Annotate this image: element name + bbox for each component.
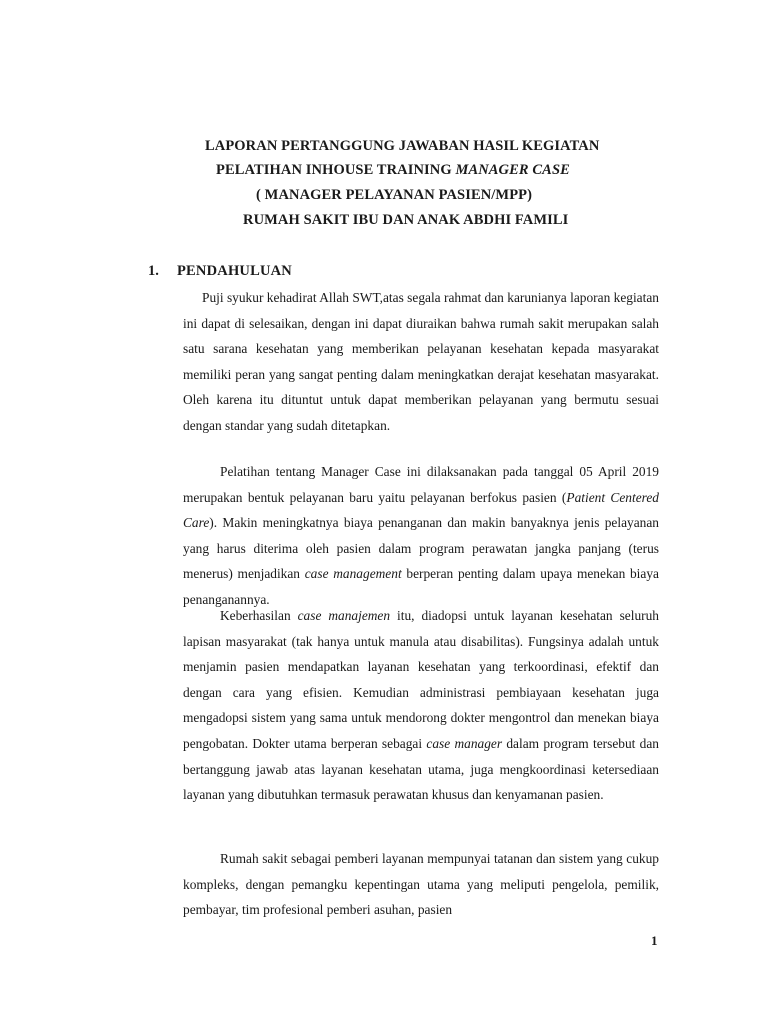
report-title-line-1: LAPORAN PERTANGGUNG JAWABAN HASIL KEGIATAN	[205, 138, 600, 154]
paragraph-2-part-c: ). Makin meningkatnya biaya penanganan dan makin banyaknya jenis pelayanan yang harus diterima oleh pasien dalam program perawatan jangka panjang (terus menerus) menjadikan	[183, 515, 659, 582]
paragraph-3-part-e: dalam program tersebut dan bertanggung jawab atas layanan kesehatan utama, juga mengkoordinasi ketersediaan layanan yang dibutuhkan termasuk perawatan khusus dan kenyamanan pasien.	[183, 735, 659, 803]
paragraph-3	[183, 603, 659, 808]
paragraph-2-italic-patient-centered-care: Patient Centered Care	[183, 489, 660, 531]
paragraph-3-part-c: itu, diadopsi untuk layanan kesehatan seluruh lapisan masyarakat (tak hanya untuk manula atau disabilitas). Fungsinya adalah untuk menjamin pasien mendapatkan layanan kesehatan yang terkoordinasi, efektif dan dengan cara yang efisien. Kemudian administrasi pembiayaan kesehatan juga mengadopsi sistem yang sama untuk mendorong dokter mengontrol dan menekan biaya pengobatan. Dokter utama berperan sebagai	[183, 608, 659, 751]
report-title-line-3: ( MANAGER PELAYANAN PASIEN/MPP)	[256, 187, 533, 203]
title-line-2-italic: MANAGER CASE	[455, 162, 570, 178]
section-heading: PENDAHULUAN	[177, 263, 292, 279]
paragraph-1: Puji syukur kehadirat Allah SWT,atas segala rahmat dan karunianya laporan kegiatan ini dapat di selesaikan, dengan ini dapat diuraikan bahwa rumah sakit merupakan salah satu sarana kesehatan yang memberikan pelayanan kesehatan kepada masyarakat memiliki peran yang sangat penting dalam meningkatkan derajat kesehatan masyarakat. Oleh karena itu dituntut untuk dapat memberikan pelayanan yang bermutu sesuai dengan standar yang sudah ditetapkan.	[183, 290, 659, 433]
report-title-line-4: RUMAH SAKIT IBU DAN ANAK ABDHI FAMILI	[243, 212, 569, 228]
page-number: 1	[651, 933, 658, 948]
paragraph-3-italic-case-manajemen: case manajemen	[297, 608, 391, 623]
paragraph-2-italic-case-management: case management	[304, 566, 402, 582]
report-title-line-2	[216, 162, 570, 179]
paragraph-3-italic-case-manager: case manager	[426, 735, 503, 751]
title-line-2-plain: PELATIHAN INHOUSE TRAINING	[216, 162, 456, 178]
paragraph-3-part-a: Keberhasilan	[220, 608, 298, 623]
paragraph-4: Rumah sakit sebagai pemberi layanan mempunyai tatanan dan sistem yang cukup kompleks, dengan pemangku kepentingan utama yang meliputi pengelola, pemilik, pembayar, tim profesional pemberi asuhan, pasien	[183, 851, 659, 918]
paragraph-2-part-a: Pelatihan tentang Manager Case ini dilaksanakan pada tanggal 05 April 2019 merupakan bentuk pelayanan baru yaitu pelayanan berfokus pasien (	[183, 464, 659, 505]
section-number: 1.	[148, 263, 159, 279]
paragraph-2-part-e: berperan penting dalam upaya menekan biaya penanganannya.	[183, 566, 659, 607]
paragraph-2	[183, 459, 659, 613]
